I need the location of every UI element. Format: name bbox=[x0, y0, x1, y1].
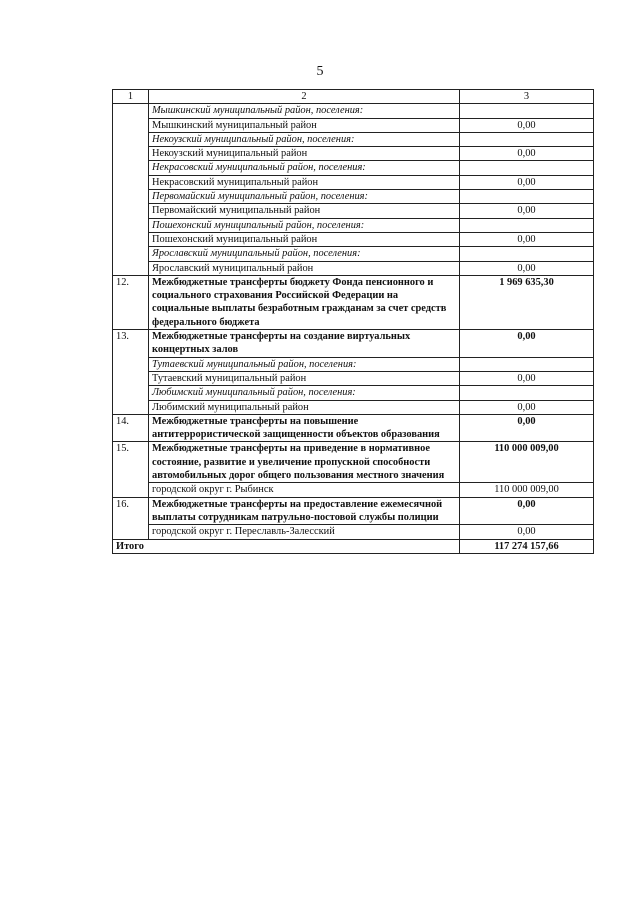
row-description: Ярославский муниципальный район, поселения: bbox=[149, 247, 460, 261]
row-description: Межбюджетные трансферты на создание виртуальных концертных залов bbox=[149, 330, 460, 358]
table-section-row bbox=[113, 442, 594, 483]
budget-transfers-table bbox=[112, 89, 594, 554]
row-number: 14. bbox=[113, 414, 149, 442]
table-row bbox=[113, 371, 594, 385]
row-description: Тутаевский муниципальный район, поселения: bbox=[149, 357, 460, 371]
row-amount: 0,00 bbox=[460, 147, 594, 161]
row-amount: 110 000 009,00 bbox=[460, 483, 594, 497]
row-description: Ярославский муниципальный район bbox=[149, 261, 460, 275]
row-number: 12. bbox=[113, 275, 149, 329]
row-number: 13. bbox=[113, 330, 149, 415]
row-number: 15. bbox=[113, 442, 149, 497]
row-description: Тутаевский муниципальный район bbox=[149, 371, 460, 385]
row-description: Любимский муниципальный район, поселения: bbox=[149, 386, 460, 400]
row-amount: 0,00 bbox=[460, 525, 594, 539]
row-description: Первомайский муниципальный район, поселения: bbox=[149, 190, 460, 204]
row-amount: 0,00 bbox=[460, 261, 594, 275]
row-amount bbox=[460, 218, 594, 232]
row-amount bbox=[460, 161, 594, 175]
row-description: Пошехонский муниципальный район, поселения: bbox=[149, 218, 460, 232]
row-description: Некрасовский муниципальный район, поселения: bbox=[149, 161, 460, 175]
table-row bbox=[113, 147, 594, 161]
row-description: Межбюджетные трансферты на предоставление ежемесячной выплаты сотрудникам патрульно-постовой службы полиции bbox=[149, 497, 460, 525]
row-amount: 0,00 bbox=[460, 400, 594, 414]
row-amount bbox=[460, 386, 594, 400]
row-number: 16. bbox=[113, 497, 149, 539]
table-row bbox=[113, 386, 594, 400]
table-row bbox=[113, 232, 594, 246]
table-row bbox=[113, 357, 594, 371]
row-number bbox=[113, 104, 149, 276]
table-row bbox=[113, 190, 594, 204]
row-description: Мышкинский муниципальный район, поселения: bbox=[149, 104, 460, 118]
row-description: Мышкинский муниципальный район bbox=[149, 118, 460, 132]
table-row bbox=[113, 261, 594, 275]
row-description: Межбюджетные трансферты на повышение антитеррористической защищенности объектов образования bbox=[149, 414, 460, 442]
table-row bbox=[113, 247, 594, 261]
table-section-row bbox=[113, 414, 594, 442]
page-number: 5 bbox=[316, 64, 324, 79]
row-description: Некоузский муниципальный район bbox=[149, 147, 460, 161]
table-row bbox=[113, 204, 594, 218]
row-amount: 0,00 bbox=[460, 371, 594, 385]
total-row bbox=[113, 539, 594, 553]
table-row bbox=[113, 400, 594, 414]
total-amount: 117 274 157,66 bbox=[460, 539, 594, 553]
row-description: Межбюджетные трансферты бюджету Фонда пенсионного и социального страхования Российской Федерации на социальные выплаты безработным гражданам за счет средств федерального бюджета bbox=[149, 275, 460, 329]
column-header-3: 3 bbox=[460, 90, 594, 104]
row-description: Некоузский муниципальный район, поселения: bbox=[149, 132, 460, 146]
row-description: Первомайский муниципальный район bbox=[149, 204, 460, 218]
row-description: городской округ г. Переславль-Залесский bbox=[149, 525, 460, 539]
row-amount bbox=[460, 104, 594, 118]
row-amount: 0,00 bbox=[460, 497, 594, 525]
table-row bbox=[113, 483, 594, 497]
table-row bbox=[113, 161, 594, 175]
table-section-row bbox=[113, 275, 594, 329]
table-row bbox=[113, 175, 594, 189]
column-header-row bbox=[113, 90, 594, 104]
row-amount bbox=[460, 132, 594, 146]
table-row bbox=[113, 104, 594, 118]
table-row bbox=[113, 118, 594, 132]
row-amount: 110 000 009,00 bbox=[460, 442, 594, 483]
row-description: городской округ г. Рыбинск bbox=[149, 483, 460, 497]
row-amount: 0,00 bbox=[460, 330, 594, 358]
row-amount: 0,00 bbox=[460, 175, 594, 189]
row-amount bbox=[460, 247, 594, 261]
row-amount: 0,00 bbox=[460, 118, 594, 132]
column-header-2: 2 bbox=[149, 90, 460, 104]
row-amount bbox=[460, 190, 594, 204]
row-amount: 1 969 635,30 bbox=[460, 275, 594, 329]
row-description: Межбюджетные трансферты на приведение в нормативное состояние, развитие и увеличение пропускной способности автомобильных дорог общего пользования местного значения bbox=[149, 442, 460, 483]
column-header-1: 1 bbox=[113, 90, 149, 104]
table-row bbox=[113, 218, 594, 232]
total-label: Итого bbox=[113, 539, 460, 553]
row-amount: 0,00 bbox=[460, 204, 594, 218]
row-description: Некрасовский муниципальный район bbox=[149, 175, 460, 189]
table-row bbox=[113, 525, 594, 539]
table-row bbox=[113, 132, 594, 146]
row-description: Любимский муниципальный район bbox=[149, 400, 460, 414]
row-amount: 0,00 bbox=[460, 414, 594, 442]
row-description: Пошехонский муниципальный район bbox=[149, 232, 460, 246]
table-section-row bbox=[113, 497, 594, 525]
row-amount bbox=[460, 357, 594, 371]
row-amount: 0,00 bbox=[460, 232, 594, 246]
table-section-row bbox=[113, 330, 594, 358]
